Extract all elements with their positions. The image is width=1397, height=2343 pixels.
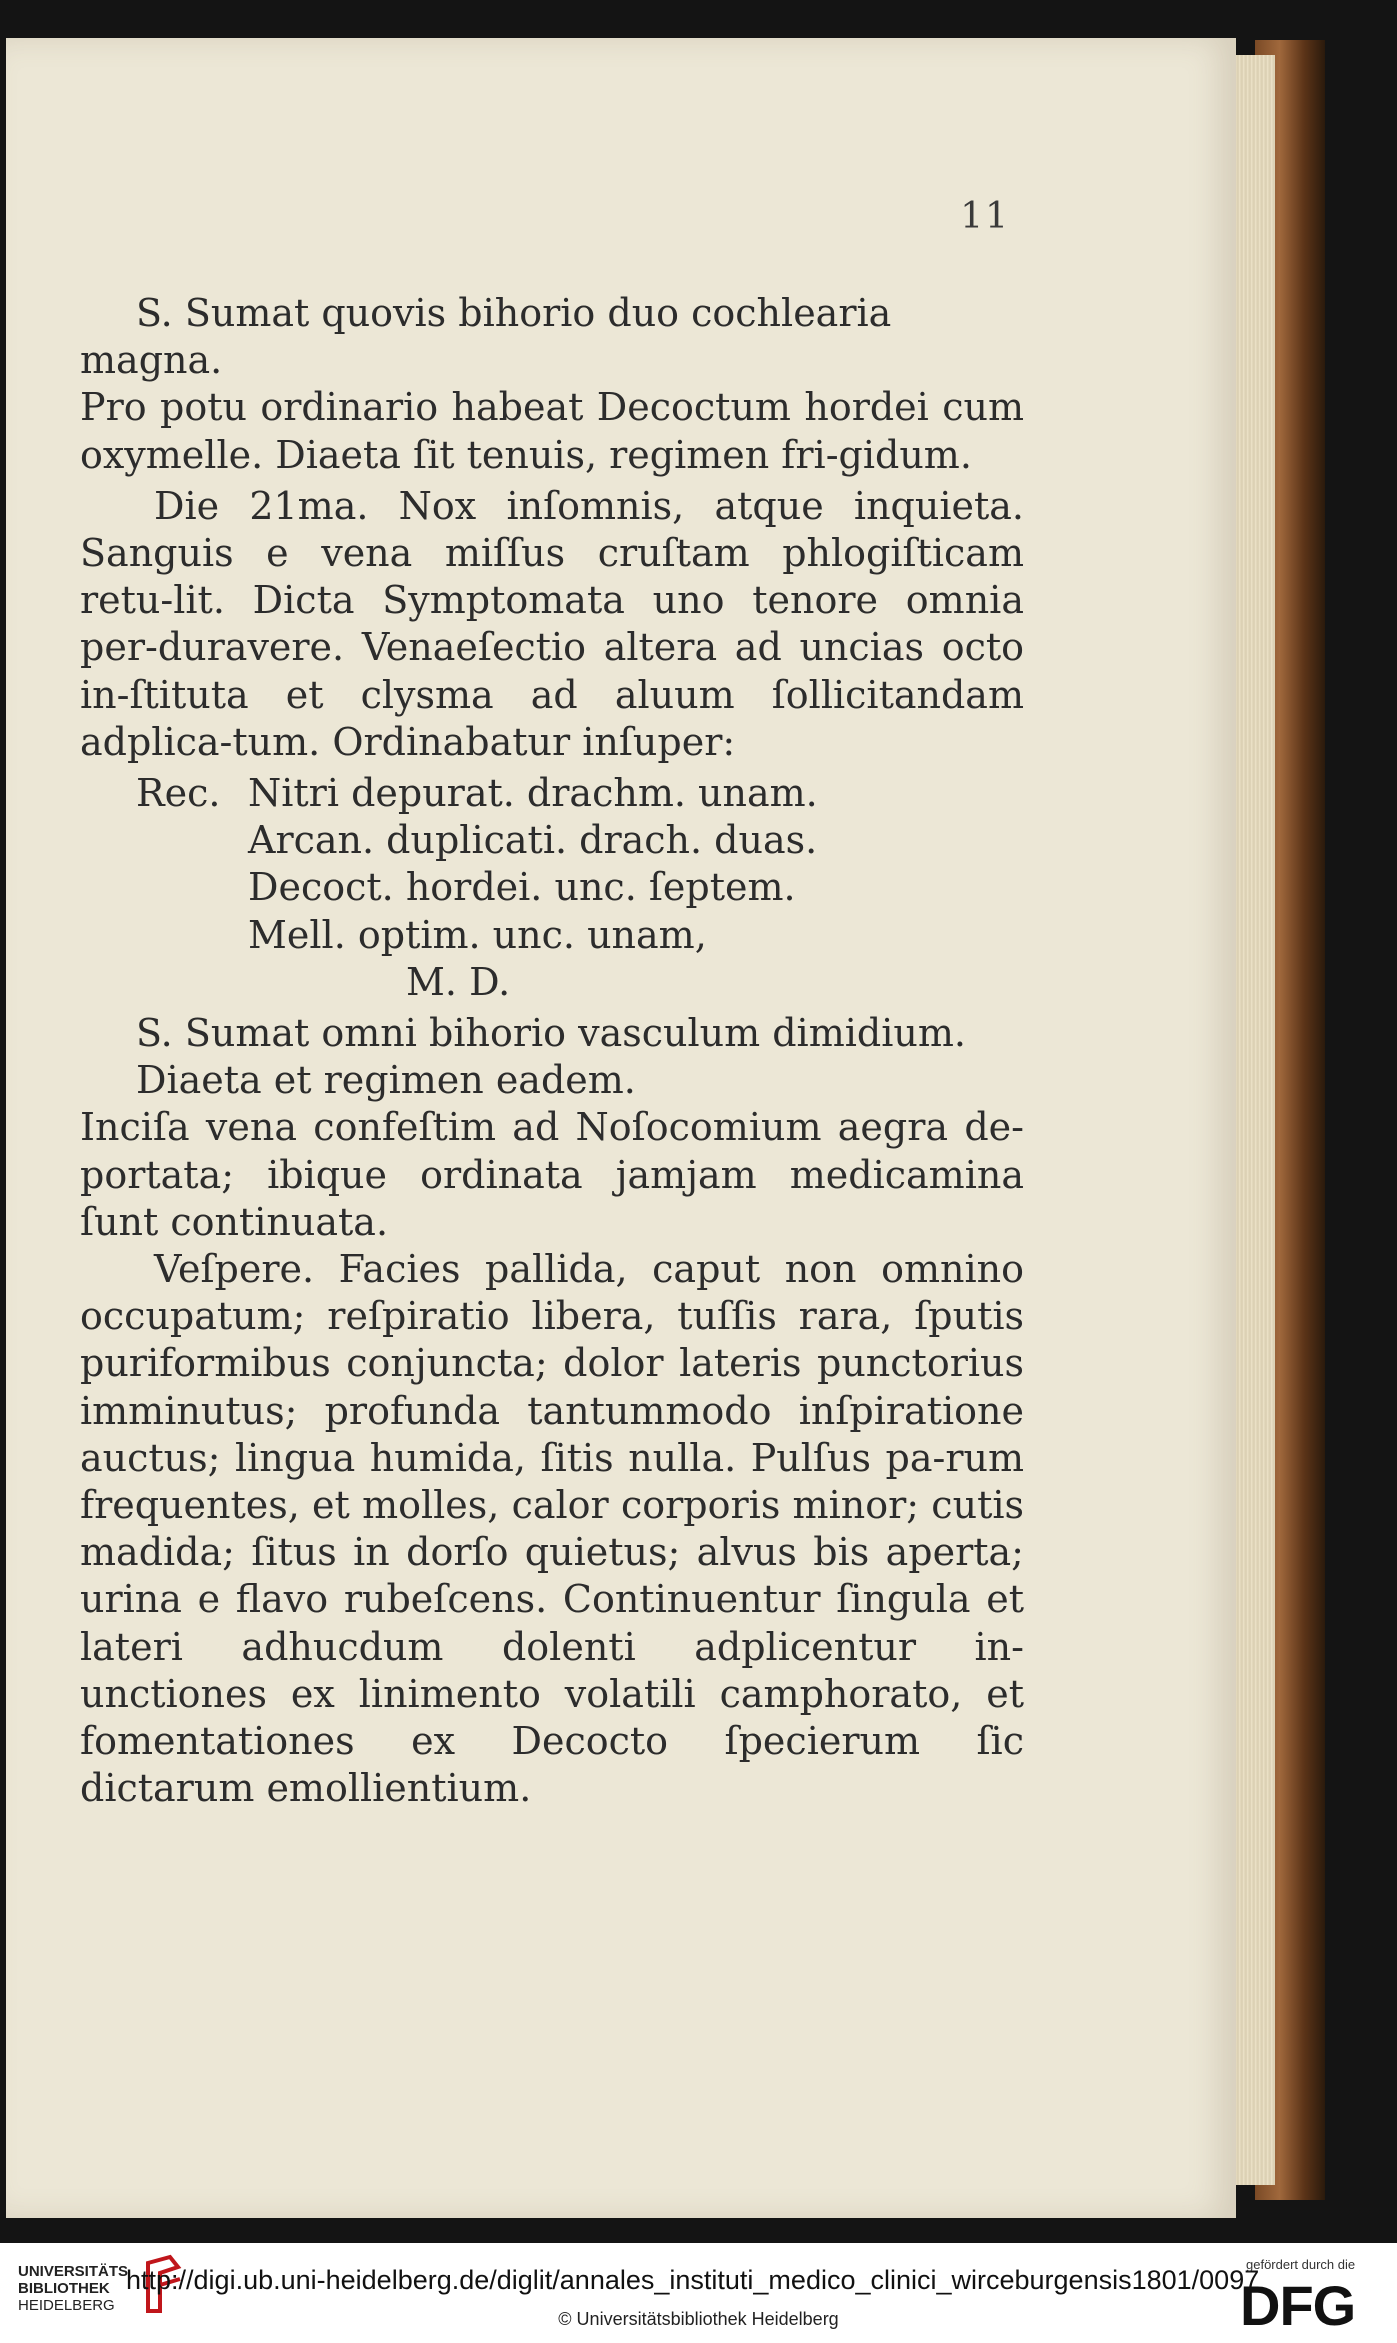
recipe-closing <box>136 959 1024 1006</box>
paragraph: Pro potu ordinario habeat Decoctum hordei cum oxymelle. Diaeta ſit tenuis, regimen fri-gidum. <box>80 385 1024 477</box>
paragraph: Die 21ma. Nox inſomnis, atque inquieta. Sanguis e vena miſſus cruſtam phlogiſticam retu-lit. Dicta Symptomata uno tenore omnia per-duravere. Venaeſectio altera ad uncias octo in-ſtituta et clysma ad aluum ſollicitandam adplica-tum. Ordinabatur inſuper: <box>80 483 1024 764</box>
recipe-ingredient: Arcan. duplicati. drach. duas. <box>248 818 818 863</box>
footer-bar <box>0 2243 1397 2343</box>
paragraph: Inciſa vena confeſtim ad Noſocomium aegra de-portata; ibique ordinata jamjam medicamina ſunt continuata. <box>80 1105 1024 1244</box>
recipe-ingredient: Decoct. hordei. unc. ſeptem. <box>248 865 796 910</box>
book-page <box>6 38 1236 2218</box>
recipe-line <box>136 817 1024 864</box>
page-text <box>80 290 1024 1813</box>
prescription-line: S. Sumat omni bihorio vasculum dimidium. <box>136 1011 966 1056</box>
logo-text-line: HEIDELBERG <box>18 2297 115 2314</box>
logo-text-line: BIBLIOTHEK <box>18 2280 110 2297</box>
source-url-link[interactable]: http://digi.ub.uni-heidelberg.de/diglit/annales_instituti_medico_clinici_wirceburgensis1801/0097 <box>126 2265 1260 2295</box>
recipe-closing-text: M. D. <box>406 959 511 1004</box>
dfg-logo: DFG <box>1240 2274 1356 2337</box>
prescription-line: S. Sumat quovis bihorio duo cochlearia <box>136 291 892 335</box>
recipe-block <box>80 770 1024 1006</box>
page-number: 11 <box>960 196 1010 237</box>
funding-label: gefördert durch die <box>1246 2257 1356 2272</box>
prescription-line: Diaeta et regimen eadem. <box>136 1058 636 1103</box>
recipe-line <box>136 770 1024 817</box>
copyright-text: © Universitätsbibliothek Heidelberg <box>558 2309 839 2329</box>
prescription-line: magna. <box>80 338 223 383</box>
paragraph: Veſpere. Facies pallida, caput non omnino occupatum; reſpiratio libera, tuſſis rara, ſputis puriformibus conjuncta; dolor lateris punctorius imminutus; profunda tantummodo inſpiratione auctus; lingua humida, ſitis nulla. Pulſus pa-rum frequentes, et molles, calor corporis minor; cutis madida; ſitus in dorſo quietus; alvus bis aperta; urina e flavo rubeſcens. Continuentur ſingula et lateri adhucdum dolenti adplicentur in-unctiones ex linimento volatili camphorato, et fomentationes ex Decocto ſpecierum ſic dictarum emollientium. <box>80 1247 1024 1811</box>
recipe-ingredient: Nitri depurat. drachm. unam. <box>248 771 818 816</box>
recipe-ingredient: Mell. optim. unc. unam, <box>248 912 707 957</box>
recipe-label: Rec. <box>136 771 221 816</box>
logo-text-line: UNIVERSITÄTS <box>18 2263 129 2280</box>
recipe-line <box>136 864 1024 911</box>
recipe-line <box>136 912 1024 959</box>
